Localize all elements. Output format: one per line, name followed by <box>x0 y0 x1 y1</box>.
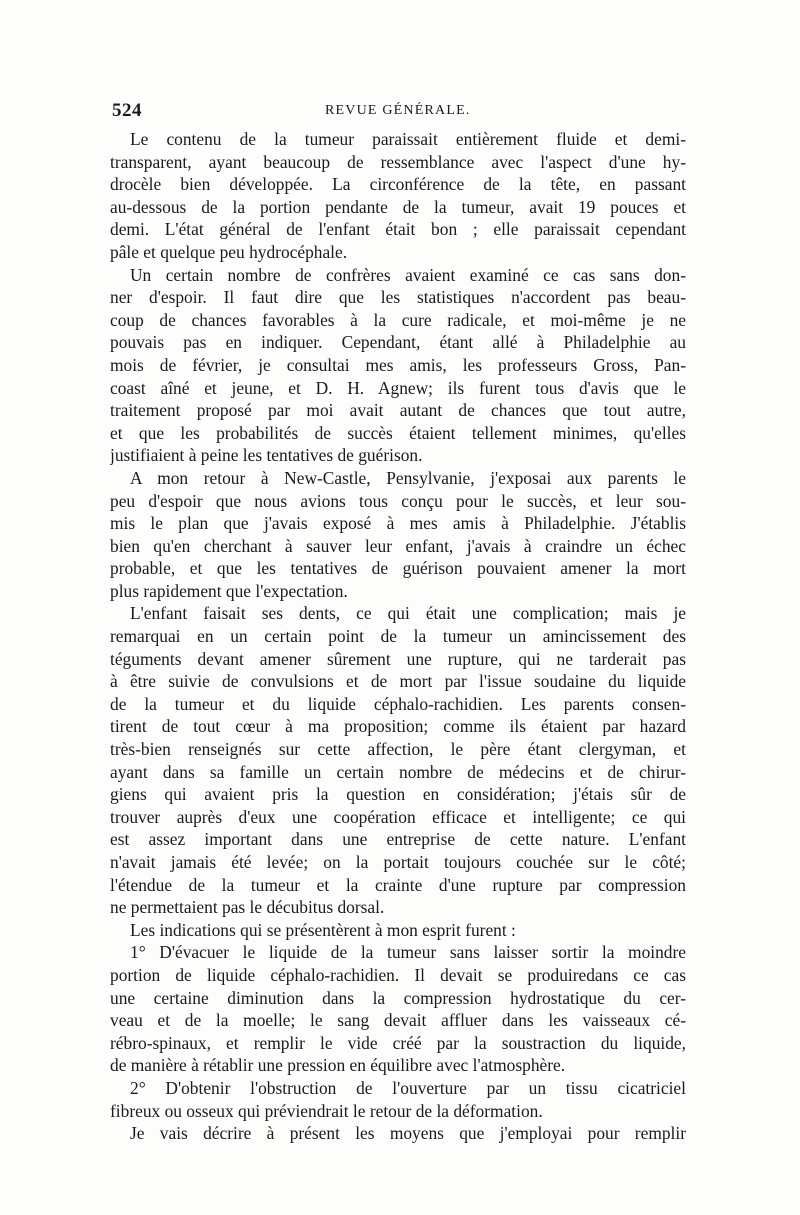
text-line: remarquai en un certain point de la tumeur un amincissement des <box>110 626 686 647</box>
text-line: rébro-spinaux, et remplir le vide créé par la soustraction du liquide, <box>110 1032 686 1053</box>
text-line: mois de février, je consultai mes amis, les professeurs Gross, Pan- <box>110 354 686 375</box>
journal-title: REVUE GÉNÉRALE. <box>325 103 471 118</box>
text-line: et que les probabilités de succès étaient tellement minimes, qu'elles <box>110 422 686 443</box>
text-line: probable, et que les tentatives de guérison pouvaient amener la mort <box>110 558 686 579</box>
text-line: justifiaient à peine les tentatives de guérison. <box>110 445 423 466</box>
text-line: ayant dans sa famille un certain nombre de médecins et de chirur- <box>110 761 686 782</box>
body-text <box>110 128 686 1145</box>
text-line: L'enfant faisait ses dents, ce qui était une complication; mais je <box>130 603 686 624</box>
text-line: demi. L'état général de l'enfant était bon ; elle paraissait cependant <box>110 219 686 240</box>
text-line: giens qui avaient pris la question en considération; j'étais sûr de <box>110 784 686 805</box>
text-line: trouver auprès d'eux une coopération efficace et intelligente; ce qui <box>110 806 686 827</box>
text-line: de manière à rétablir une pression en équilibre avec l'atmosphère. <box>110 1055 566 1076</box>
text-line: Je vais décrire à présent les moyens que j'employai pour remplir <box>130 1123 686 1144</box>
text-line: mis le plan que j'avais exposé à mes amis à Philadelphie. J'établis <box>110 513 686 534</box>
text-line: n'avait jamais été levée; on la portait toujours couchée sur le côté; <box>110 852 686 872</box>
text-line: portion de liquide céphalo-rachidien. Il devait se produiredans ce cas <box>110 964 686 985</box>
running-head <box>112 100 684 122</box>
text-line: bien qu'en cherchant à sauver leur enfant, j'avais à craindre un échec <box>110 535 686 556</box>
text-line: ne permettaient pas le décubitus dorsal. <box>110 897 385 918</box>
text-line: fibreux ou osseux qui préviendrait le retour de la déformation. <box>110 1100 543 1121</box>
text-line: l'étendue de la tumeur et la crainte d'une rupture par compression <box>110 874 686 895</box>
text-line: veau et de la moelle; le sang devait affluer dans les vaisseaux cé- <box>110 1010 686 1031</box>
text-line: A mon retour à New-Castle, Pensylvanie, j'exposai aux parents le <box>130 467 686 488</box>
text-line: 1° D'évacuer le liquide de la tumeur sans laisser sortir la moindre <box>130 942 686 963</box>
text-line: Un certain nombre de confrères avaient examiné ce cas sans don- <box>130 264 686 285</box>
text-line: transparent, ayant beaucoup de ressemblance avec l'aspect d'une hy- <box>110 151 686 172</box>
text-line: au-dessous de la portion pendante de la tumeur, avait 19 pouces et <box>110 196 686 217</box>
text-line: téguments devant amener sûrement une rupture, qui ne tarderait pas <box>110 648 686 669</box>
page-number: 524 <box>112 100 142 121</box>
text-line: très-bien renseignés sur cette affection, le père étant clergyman, et <box>110 739 686 760</box>
text-line: peu d'espoir que nous avions tous conçu pour le succès, et leur sou- <box>110 490 686 511</box>
text-line: à être suivie de convulsions et de mort par l'issue soudaine du liquide <box>110 671 686 692</box>
text-line: Le contenu de la tumeur paraissait entièrement fluide et demi- <box>130 129 686 149</box>
text-line: pouvais pas en indiquer. Cependant, étant allé à Philadelphie au <box>110 332 686 353</box>
text-line: coup de chances favorables à la cure radicale, et moi-même je ne <box>110 309 686 330</box>
text-line: 2° D'obtenir l'obstruction de l'ouverture par un tissu cicatriciel <box>130 1077 686 1098</box>
text-line: traitement proposé par moi avait autant de chances que tout autre, <box>110 400 686 421</box>
text-line: Les indications qui se présentèrent à mon esprit furent : <box>130 919 516 940</box>
text-line: drocèle bien développée. La circonférence de la tête, en passant <box>110 174 686 195</box>
text-line: est assez important dans une entreprise de cette nature. L'enfant <box>110 829 686 850</box>
text-line: plus rapidement que l'expectation. <box>110 580 348 601</box>
text-line: une certaine diminution dans la compression hydrostatique du cer- <box>110 987 686 1008</box>
text-line: pâle et quelque peu hydrocéphale. <box>110 241 348 262</box>
text-line: ner d'espoir. Il faut dire que les statistiques n'accordent pas beau- <box>110 287 686 308</box>
text-line: de la tumeur et du liquide céphalo-rachidien. Les parents consen- <box>110 693 686 714</box>
text-line: coast aîné et jeune, et D. H. Agnew; ils furent tous d'avis que le <box>110 377 686 398</box>
text-line: tirent de tout cœur à ma proposition; comme ils étaient par hazard <box>110 716 686 737</box>
